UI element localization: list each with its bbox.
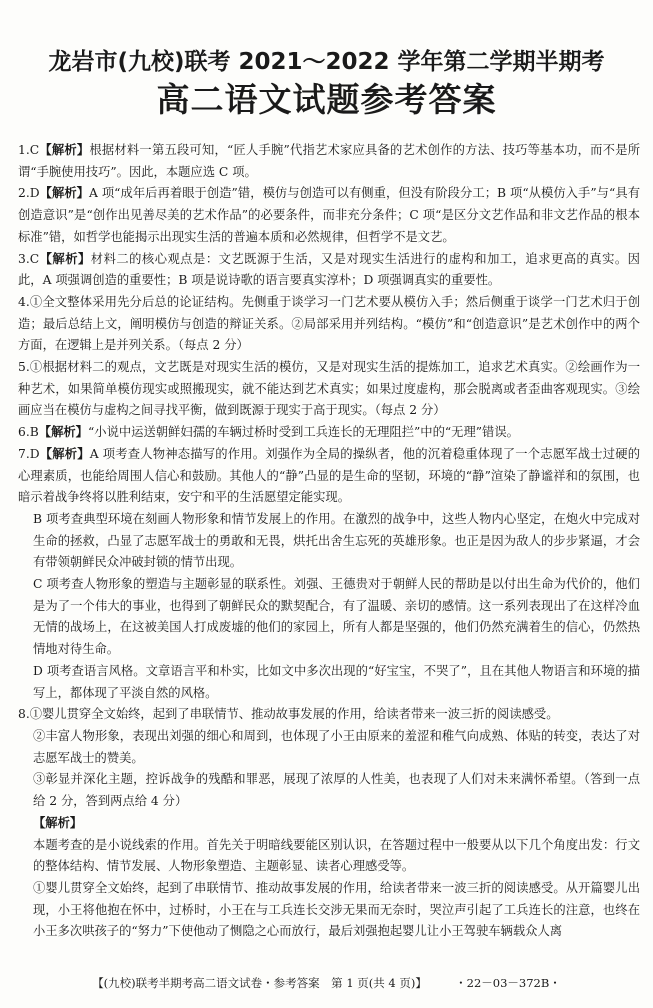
analysis-tag: 【解析】: [39, 186, 89, 201]
answer-7-option-d: D 项考查语言风格。文章语言平和朴实，比如文中多次出现的“好宝宝，不哭了”，且在其他人物语言和环境的描写上，都体现了平淡自然的风格。: [33, 663, 640, 700]
analysis-tag: 【解析】: [39, 143, 90, 157]
answer-text: A 项“成年后再着眼于创造”错，模仿与创造可以有侧重，但没有阶段分工；B 项“从模仿入手”与“具有创造意识”是“创作出见善尽美的艺术作品”的必要条件，而非充分条件；C 项“是区分文艺作品和非文艺作品的根本标准”错，如哲学也能揭示出现实生活的普遍本质和必然规律，但哲学不是文艺。: [18, 186, 640, 244]
analysis-paragraph: 本题考查的是小说线索的作用。首先关于明暗线要能区别认识，在答题过程中一般要从以下几个角度出发：行文的整体结构、情节发展、人物形象塑造、主题彰显、读者心理感受等。: [33, 837, 640, 874]
answer-number: 8.: [18, 707, 30, 722]
answer-number: 7.D: [18, 446, 40, 461]
answer-8: [18, 704, 640, 726]
answer-2: [18, 183, 640, 248]
title-line1: 龙岩市(九校)联考 2021～2022 学年第二学期半期考: [48, 49, 605, 75]
page-title: 高二语文试题参考答案: [156, 80, 497, 119]
analysis-heading: 【解析】: [33, 815, 83, 830]
answer-number: 1.C: [18, 143, 40, 157]
answer-5: [18, 357, 640, 422]
answer-text: ①全文整体采用先分后总的论证结构。先侧重于谈学习一门艺术要从模仿入手；然后侧重于谈学一门艺术归于创造；最后总结上文，阐明模仿与创造的辩证关系。②局部采用并列结构。“模仿”和“创造意识”是艺术创作中的两个方面，在逻辑上是并列关系。（每点 2 分）: [18, 294, 640, 353]
answer-number: 3.C: [18, 251, 40, 266]
answer-7: [18, 444, 640, 509]
answer-1: [18, 140, 640, 183]
answer-7-option-c: C 项考查人物形象的塑造与主题彰显的联系性。刘强、王德贵对于朝鲜人民的帮助是以付出生命为代价的，他们是为了一个伟大的事业，也得到了朝鲜民众的默契配合，有了温暖、亲切的感情。这一系列表现出了在这样冷血无情的战场上，在这被美国人打成废墟的他们的家园上，所有人都是坚强的，他们仍然充满着生的信心，仍然热情地对待生命。: [33, 577, 640, 657]
answer-number: 2.D: [18, 186, 40, 201]
answer-6: [18, 422, 640, 444]
footer-code: ・22－03－372B・: [455, 976, 561, 990]
answer-content: [18, 140, 640, 943]
answer-text: 材料二的核心观点是：文艺既源于生活，又是对现实生活进行的虚构和加工，追求更高的真实。因此，A 项强调创造的重要性；B 项是说诗歌的语言要真实淳朴；D 项强调真实的重要性。: [18, 251, 640, 288]
answer-3: [18, 249, 640, 292]
answer-8-point-2: ②丰富人物形象，表现出刘强的细心和周到，也体现了小王由原来的羞涩和稚气向成熟、体贴的转变，表达了对志愿军战士的赞美。: [33, 728, 640, 765]
answer-text: 根据材料一第五段可知，“匠人手腕”代指艺术家应具备的艺术创作的方法、技巧等基本功，而不是所谓“手腕使用技巧”。因此，本题应选 C 项。: [18, 143, 640, 179]
analysis-tag: 【解析】: [39, 446, 90, 461]
answer-text: ①根据材料二的观点，文艺既是对现实生活的模仿，又是对现实生活的提炼加工，追求艺术真实。②绘画作为一种艺术，如果简单模仿现实或照搬现实，就不能达到艺术真实；如果过度虚构，那会脱离或者歪曲客观现实。③绘画应当在模仿与虚构之间寻找平衡，做到既源于现实于高于现实。（每点 2 分）: [18, 360, 640, 418]
answer-number: 4.: [18, 294, 30, 309]
answer-number: 5.: [18, 360, 30, 375]
answer-number: 6.B: [18, 425, 39, 440]
analysis-paragraph: ①婴儿贯穿全文始终，起到了串联情节、推动故事发展的作用，给读者带来一波三折的阅读感受。从开篇婴儿出现，小王将他抱在怀中，过桥时，小王在与工兵连长交涉无果而无奈时，哭泣声引起了工兵连长的注意，也终在小王多次哄孩子的“努力”下使他动了恻隐之心而放行，最后刘强抱起婴儿让小王驾驶车辆载众人离: [33, 880, 640, 939]
analysis-tag: 【解析】: [39, 251, 91, 266]
answer-text: A 项考查人物神态描写的作用。刘强作为全局的操纵者，他的沉着稳重体现了一个志愿军战士过硬的心理素质，也能给周围人信心和鼓励。其他人的“静”凸显的是生命的坚韧，环境的“静”渲染了静谧祥和的氛围，也暗示着战争终将以胜利结束，安宁和平的生活愿望定能实现。: [18, 446, 640, 505]
footer-text: 【(九校)联考半期考高二语文试卷・参考答案 第 1 页(共 4 页)】: [92, 976, 422, 990]
answer-text: ①婴儿贯穿全文始终，起到了串联情节、推动故事发展的作用，给读者带来一波三折的阅读感受。: [29, 707, 559, 722]
answer-8-point-3: ③彰显并深化主题，控诉战争的残酷和罪恶，展现了浓厚的人性美，也表现了人们对未来满怀希望。（答到一点给 2 分，答到两点给 4 分）: [33, 772, 640, 809]
analysis-tag: 【解析】: [38, 425, 88, 440]
page-footer: [0, 975, 653, 991]
answer-7-option-b: B 项考查典型环境在刻画人物形象和情节发展上的作用。在激烈的战争中，这些人物内心坚定，在炮火中完成对生命的拯救，凸显了志愿军战士的勇敢和无畏，烘托出舍生忘死的英雄形象。也正是因为敌人的步步紧逼，才会有带领朝鲜民众冲破封锁的情节出现。: [33, 511, 640, 570]
answer-4: [18, 292, 640, 357]
answer-text: “小说中运送朝鲜妇孺的车辆过桥时受到工兵连长的无理阻拦”中的“无理”错误。: [87, 425, 519, 440]
